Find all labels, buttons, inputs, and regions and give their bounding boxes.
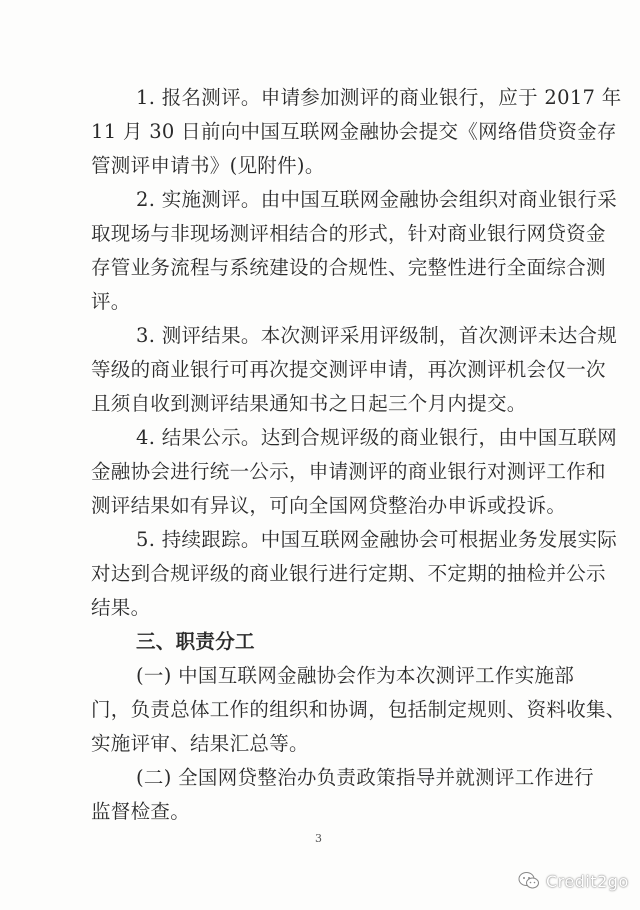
paragraph-1-line-3: 管测评申请书》(见附件)。 [91, 154, 325, 177]
paragraph-2-line-4: 评。 [91, 290, 131, 313]
paragraph-5-line-3: 结果。 [91, 596, 151, 619]
page-number: 3 [315, 832, 322, 845]
text-line [0, 186, 640, 214]
paragraph-7-line-1: (二) 全国网贷整治办负责政策指导并就测评工作进行 [136, 766, 594, 789]
paragraph-3-line-2: 等级的商业银行可再次提交测评申请，再次测评机会仅一次 [91, 358, 606, 381]
text-line [0, 254, 640, 282]
section-heading [0, 628, 640, 656]
wechat-icon [518, 871, 540, 891]
text-line [0, 730, 640, 758]
text-line [0, 696, 640, 724]
paragraph-1-line-2: 11 月 30 日前向中国互联网金融协会提交《网络借贷资金存 [91, 120, 617, 143]
text-line [0, 390, 640, 418]
paragraph-3-line-1: 3. 测评结果。本次测评采用评级制，首次测评未达合规 [136, 324, 618, 347]
text-line [0, 526, 640, 554]
text-line [0, 288, 640, 316]
text-line [0, 118, 640, 146]
text-line [0, 594, 640, 622]
text-line [0, 84, 640, 112]
text-line [0, 458, 640, 486]
watermark [518, 866, 629, 896]
paragraph-3-line-3: 且须自收到测评结果通知书之日起三个月内提交。 [91, 392, 527, 415]
text-line [0, 560, 640, 588]
section-heading-text: 三、职责分工 [136, 630, 255, 653]
text-line [0, 152, 640, 180]
paragraph-6-line-3: 实施评审、结果汇总等。 [91, 732, 309, 755]
text-line [0, 220, 640, 248]
watermark-text: Credit2go [546, 871, 629, 891]
paragraph-7-line-2: 监督检查。 [91, 800, 191, 823]
paragraph-6-line-1: (一) 中国互联网金融协会作为本次测评工作实施部 [136, 664, 575, 687]
paragraph-5-line-2: 对达到合规评级的商业银行进行定期、不定期的抽检并公示 [91, 562, 606, 585]
text-line [0, 322, 640, 350]
paragraph-2-line-3: 存管业务流程与系统建设的合规性、完整性进行全面综合测 [91, 256, 606, 279]
paragraph-1-line-1: 1. 报名测评。申请参加测评的商业银行，应于 2017 年 [136, 86, 622, 109]
text-line [0, 798, 640, 826]
text-line [0, 662, 640, 690]
paragraph-2-line-2: 取现场与非现场测评相结合的形式，针对商业银行网贷资金 [91, 222, 606, 245]
paragraph-4-line-3: 测评结果如有异议，可向全国网贷整治办申诉或投诉。 [91, 494, 567, 517]
text-line [0, 424, 640, 452]
paragraph-2-line-1: 2. 实施测评。由中国互联网金融协会组织对商业银行采 [136, 188, 618, 211]
text-line [0, 356, 640, 384]
paragraph-4-line-1: 4. 结果公示。达到合规评级的商业银行，由中国互联网 [136, 426, 618, 449]
paragraph-4-line-2: 金融协会进行统一公示，申请测评的商业银行对测评工作和 [91, 460, 606, 483]
text-line [0, 764, 640, 792]
paragraph-6-line-2: 门，负责总体工作的组织和协调，包括制定规则、资料收集、 [91, 698, 626, 721]
paragraph-5-line-1: 5. 持续跟踪。中国互联网金融协会可根据业务发展实际 [136, 528, 618, 551]
text-line [0, 492, 640, 520]
